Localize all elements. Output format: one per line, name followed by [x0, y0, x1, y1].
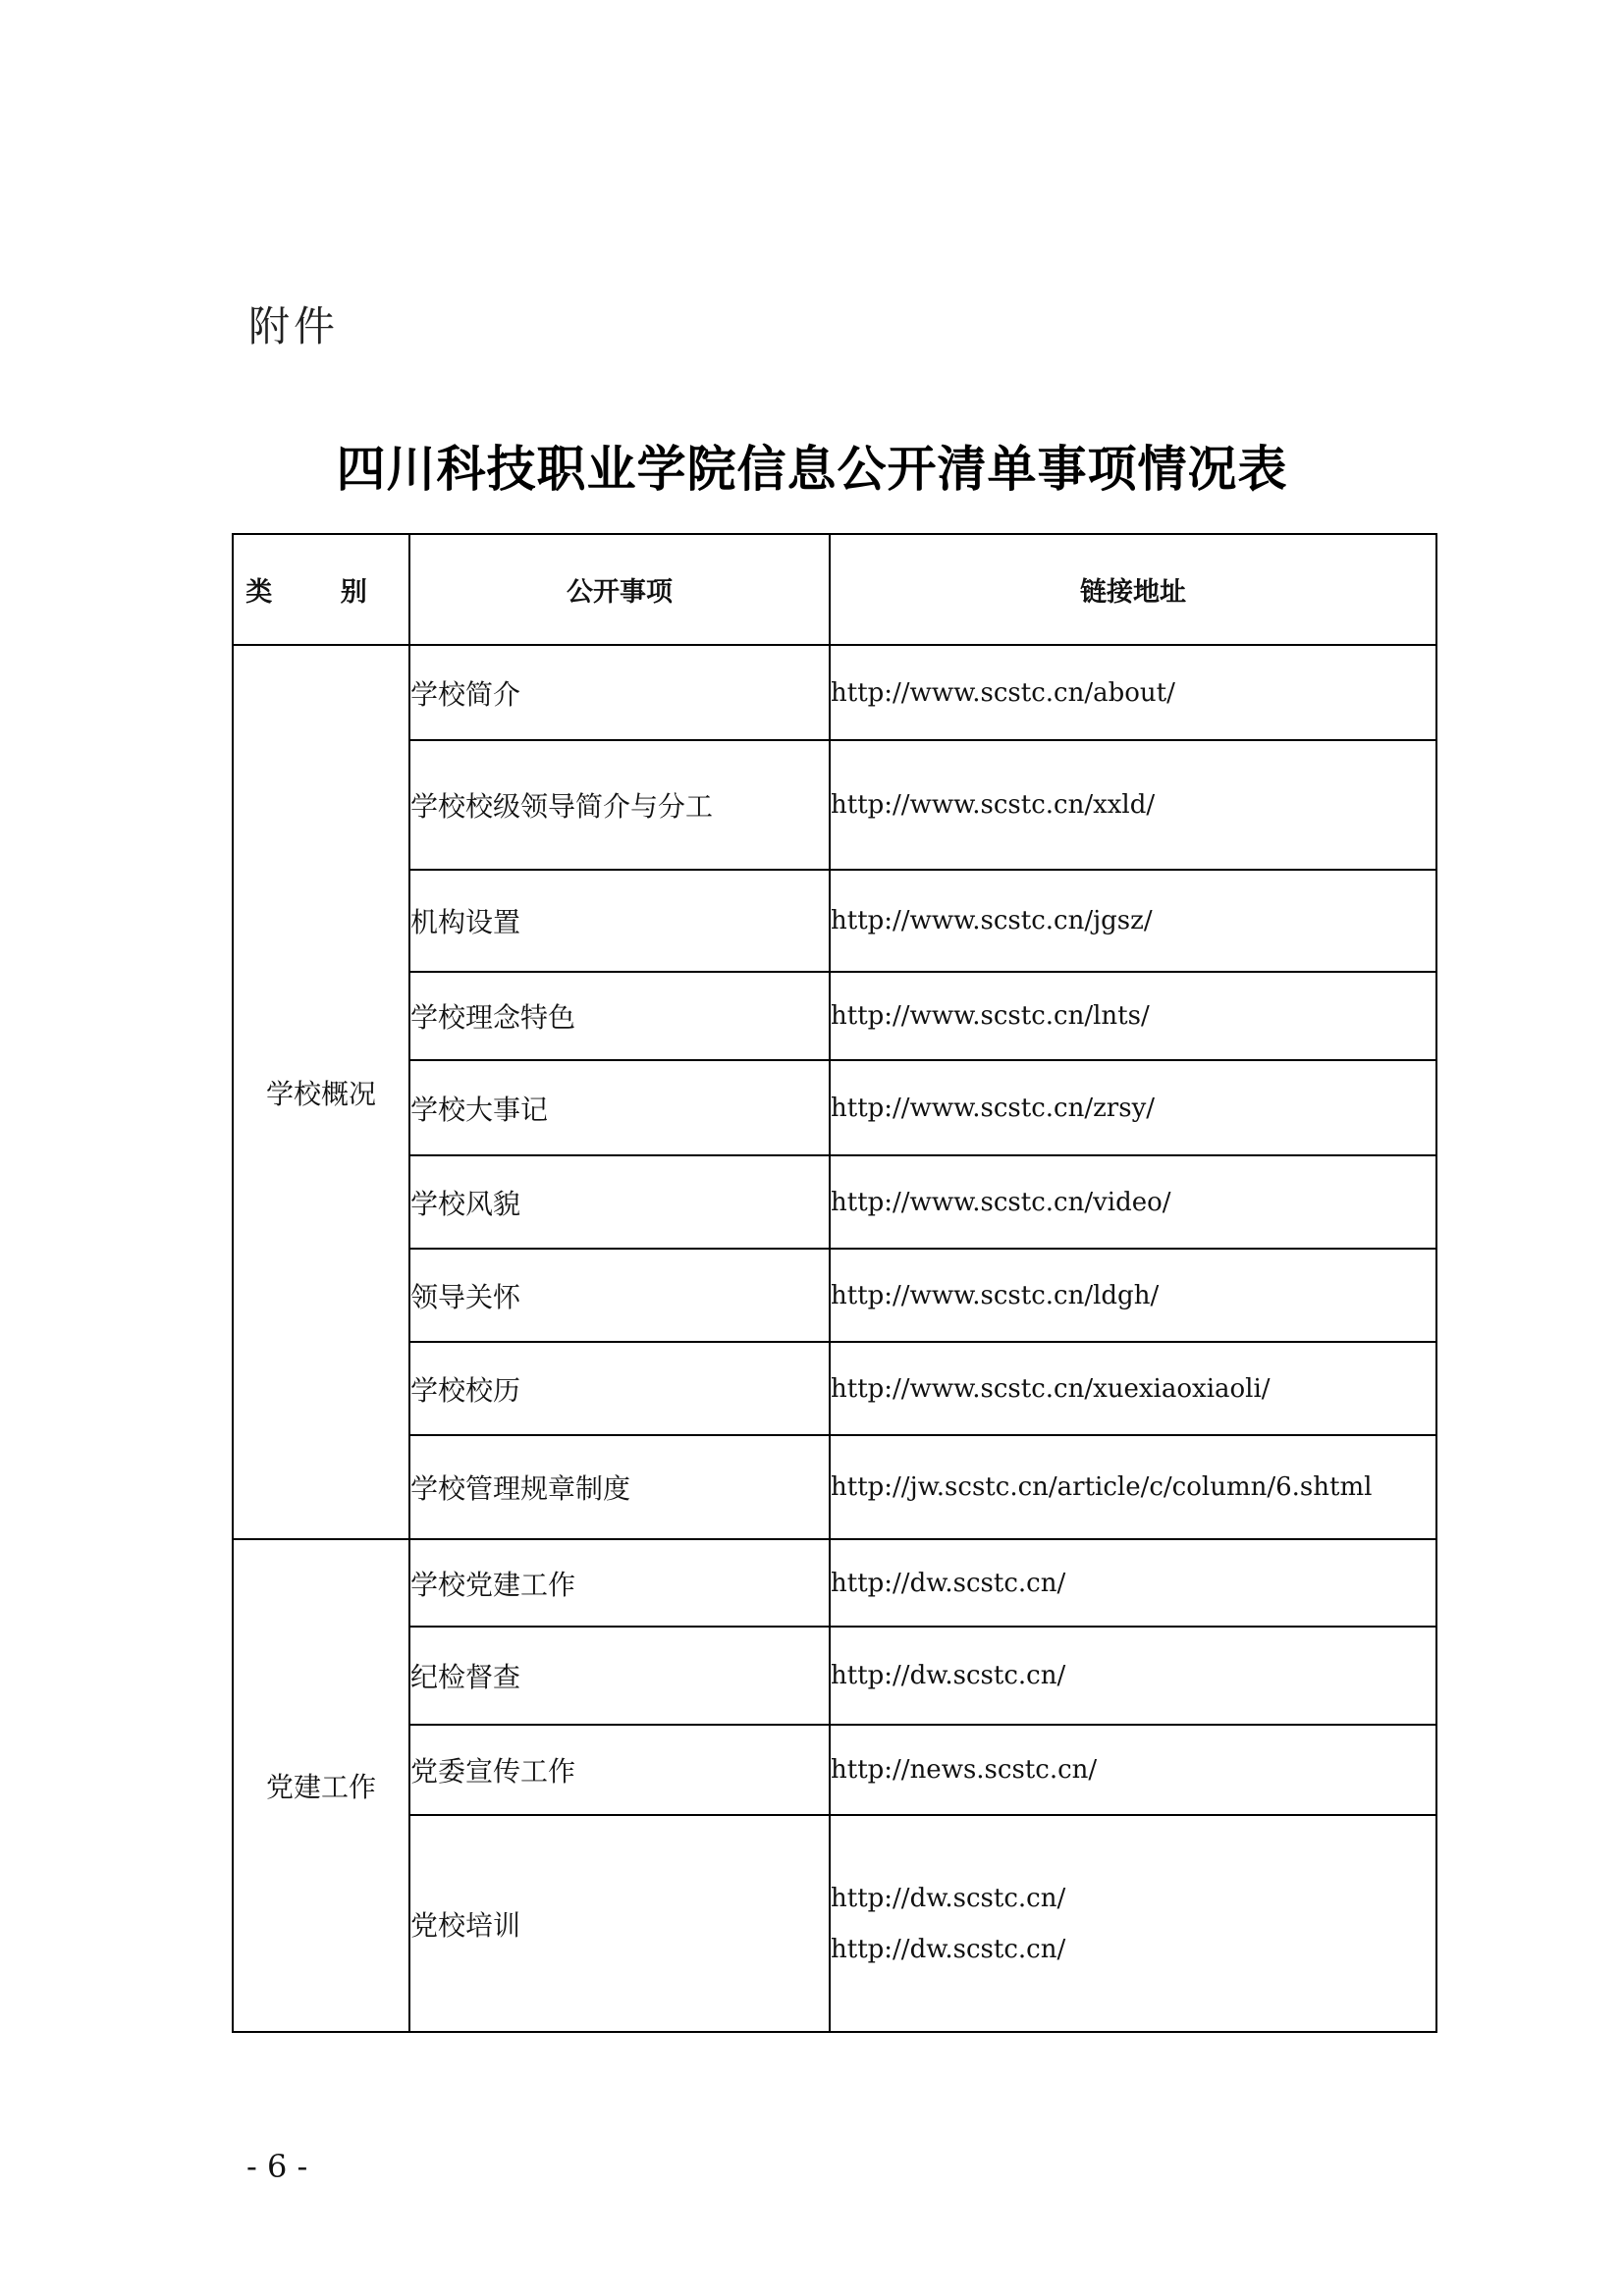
- link-cell: [830, 870, 1436, 972]
- page-number: - 6 -: [246, 2148, 308, 2185]
- link-text[interactable]: http://www.scstc.cn/zrsy/: [831, 1093, 1156, 1123]
- link-text[interactable]: http://dw.scstc.cn/: [831, 1661, 1066, 1690]
- table-row: [233, 1342, 1436, 1435]
- table-row: [233, 972, 1436, 1060]
- link-cell: [830, 1815, 1436, 2032]
- link-cell: [830, 1249, 1436, 1342]
- table-row: [233, 1249, 1436, 1342]
- link-text[interactable]: http://www.scstc.cn/lnts/: [831, 1001, 1150, 1031]
- table-row: [233, 1060, 1436, 1155]
- item-cell: 党委宣传工作: [409, 1725, 830, 1815]
- link-cell: [830, 1155, 1436, 1249]
- header-category: 类 别: [233, 534, 409, 645]
- document-title: 四川科技职业学院信息公开清单事项情况表: [336, 441, 1288, 498]
- table-row: [233, 645, 1436, 740]
- table-row: [233, 1435, 1436, 1539]
- table-row: [233, 1725, 1436, 1815]
- link-text[interactable]: http://www.scstc.cn/jgsz/: [831, 906, 1153, 935]
- table-row: [233, 1627, 1436, 1725]
- link-cell: [830, 1725, 1436, 1815]
- link-text[interactable]: http://jw.scstc.cn/article/c/column/6.shtml: [831, 1472, 1373, 1502]
- item-cell: 学校理念特色: [409, 972, 830, 1060]
- link-cell: [830, 645, 1436, 740]
- item-cell: 学校校级领导简介与分工: [409, 740, 830, 870]
- link-text[interactable]: http://dw.scstc.cn/: [831, 1883, 1066, 1913]
- header-link: 链接地址: [830, 534, 1436, 645]
- table-row: [233, 1155, 1436, 1249]
- link-cell: [830, 1435, 1436, 1539]
- link-cell: [830, 1342, 1436, 1435]
- link-cell: [830, 1539, 1436, 1627]
- item-cell: 领导关怀: [409, 1249, 830, 1342]
- item-cell: 学校校历: [409, 1342, 830, 1435]
- item-cell: 学校大事记: [409, 1060, 830, 1155]
- disclosure-table: [232, 533, 1437, 2033]
- link-text[interactable]: http://www.scstc.cn/xuexiaoxiaoli/: [831, 1373, 1271, 1404]
- header-item: 公开事项: [409, 534, 830, 645]
- table-row: [233, 1815, 1436, 2032]
- link-text[interactable]: http://www.scstc.cn/video/: [831, 1187, 1171, 1217]
- attachment-label: 附件: [248, 302, 340, 350]
- link-cell: [830, 972, 1436, 1060]
- link-cell: [830, 1060, 1436, 1155]
- link-text[interactable]: http://www.scstc.cn/about/: [831, 677, 1175, 708]
- table-row: [233, 740, 1436, 870]
- category-cell: 学校概况: [233, 645, 409, 1539]
- category-cell: 党建工作: [233, 1539, 409, 2032]
- link-text[interactable]: http://news.scstc.cn/: [831, 1755, 1098, 1785]
- item-cell: 党校培训: [409, 1815, 830, 2032]
- table-row: [233, 870, 1436, 972]
- link-cell: [830, 1627, 1436, 1725]
- link-text[interactable]: http://dw.scstc.cn/: [831, 1934, 1066, 1964]
- link-text[interactable]: http://www.scstc.cn/ldgh/: [831, 1280, 1160, 1310]
- table-header-row: [233, 534, 1436, 645]
- item-cell: 机构设置: [409, 870, 830, 972]
- item-cell: 学校党建工作: [409, 1539, 830, 1627]
- item-cell: 纪检督查: [409, 1627, 830, 1725]
- item-cell: 学校简介: [409, 645, 830, 740]
- link-text[interactable]: http://dw.scstc.cn/: [831, 1568, 1066, 1598]
- link-text[interactable]: http://www.scstc.cn/xxld/: [831, 790, 1156, 820]
- item-cell: 学校管理规章制度: [409, 1435, 830, 1539]
- table-row: [233, 1539, 1436, 1627]
- item-cell: 学校风貌: [409, 1155, 830, 1249]
- link-cell: [830, 740, 1436, 870]
